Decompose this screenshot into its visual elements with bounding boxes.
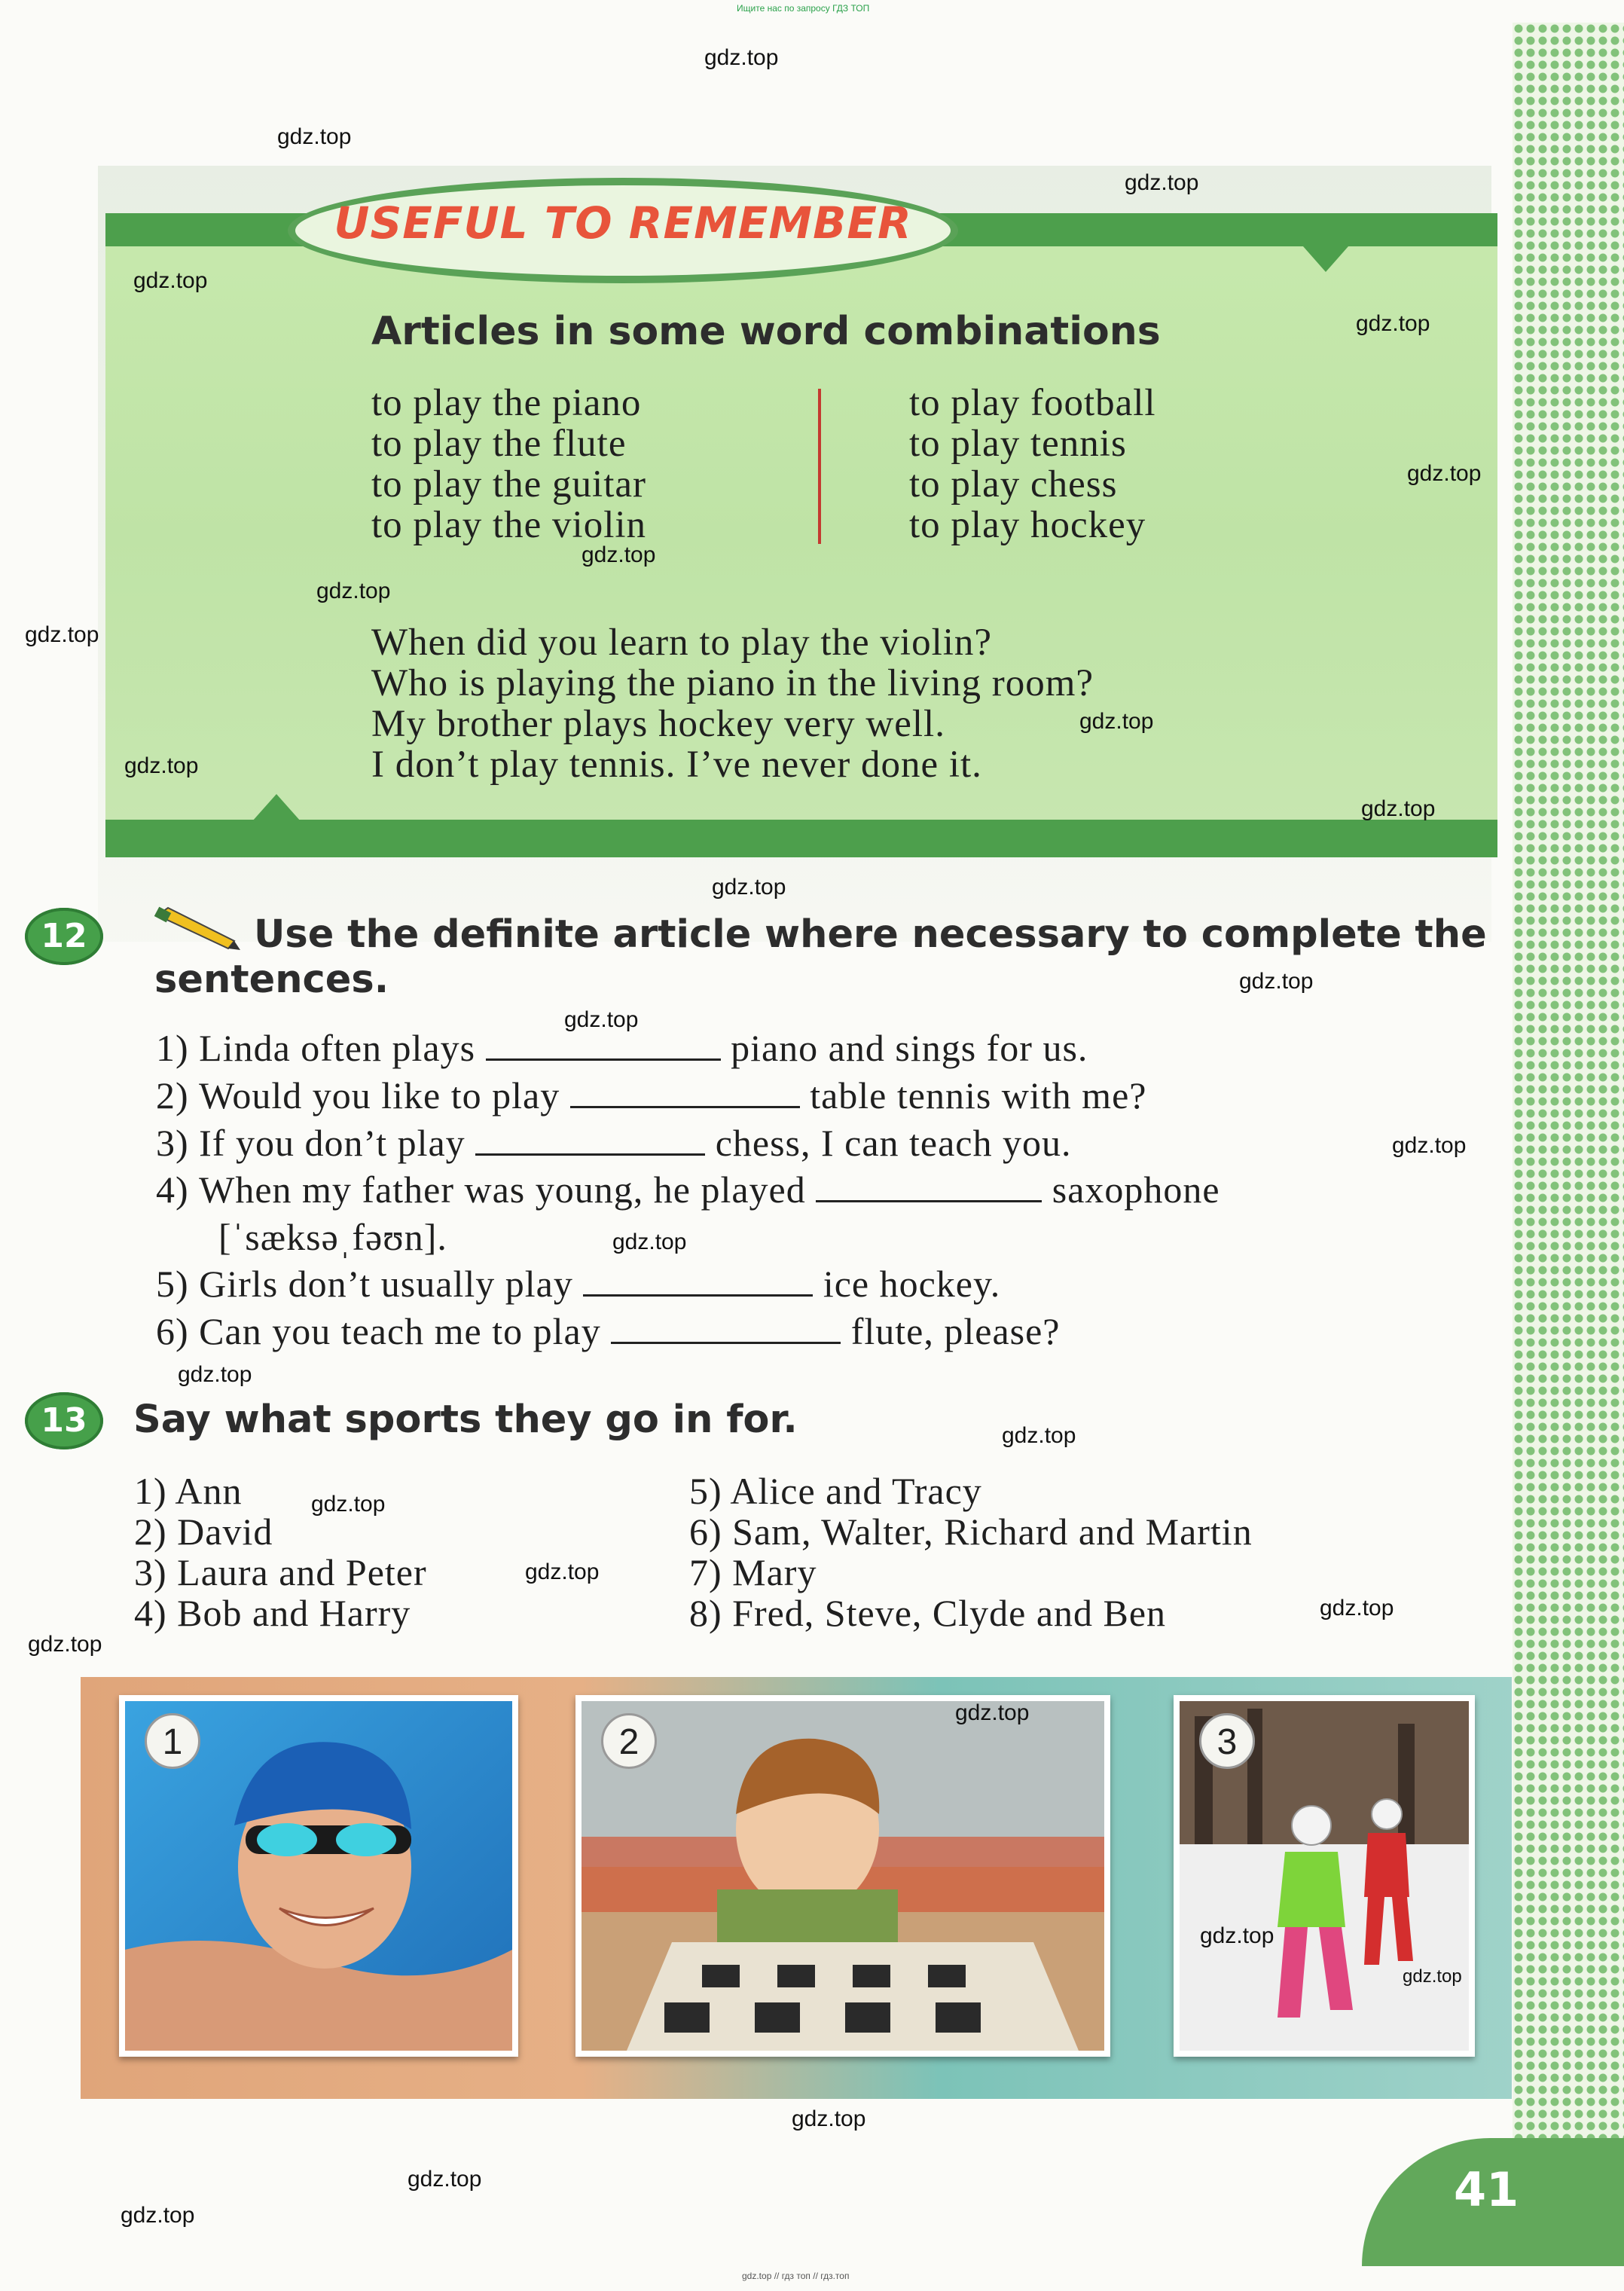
watermark: gdz.top — [277, 124, 352, 149]
name-item: 8) Fred, Steve, Clyde and Ben — [689, 1592, 1167, 1634]
name-item: 2) David — [134, 1511, 273, 1553]
watermark: gdz.top — [1407, 461, 1482, 486]
answer-blank[interactable] — [475, 1123, 705, 1156]
triangle-marker-up — [252, 794, 301, 821]
example-sentences — [371, 622, 1094, 785]
right-word-combinations — [909, 383, 1156, 545]
watermark: gdz.top — [1002, 1423, 1076, 1448]
triangle-marker-down — [1303, 246, 1348, 272]
photo-chess — [575, 1695, 1110, 2057]
watermark: gdz.top — [1239, 969, 1314, 994]
top-note: Ищите нас по запросу ГДЗ ТОП — [737, 3, 870, 14]
answer-blank[interactable] — [816, 1170, 1042, 1202]
watermark: gdz.top — [311, 1492, 386, 1517]
watermark: gdz.top — [612, 1230, 687, 1254]
names-list-right — [689, 1471, 1253, 1633]
page-number: 41 — [1454, 2162, 1519, 2217]
watermark: gdz.top — [1125, 170, 1199, 195]
watermark: gdz.top — [124, 753, 199, 778]
answer-blank[interactable] — [486, 1028, 721, 1061]
combination-item: to play football — [909, 382, 1156, 424]
left-word-combinations — [371, 383, 646, 545]
combination-item: to play the flute — [371, 423, 627, 465]
dotted-margin-pattern — [1513, 23, 1624, 2215]
watermark: gdz.top — [178, 1362, 252, 1387]
combination-item: to play chess — [909, 463, 1118, 506]
combination-item: to play hockey — [909, 504, 1146, 546]
exercise-12-line-1: 1) Linda often plays piano and sings for us. — [156, 1027, 1088, 1069]
exercise-12-line-3: 3) If you don’t play chess, I can teach you. — [156, 1122, 1072, 1164]
combination-item: to play the piano — [371, 382, 642, 424]
exercise-12-line-6: 6) Can you teach me to play flute, please? — [156, 1310, 1061, 1352]
watermark: gdz.top — [712, 875, 786, 900]
watermark: gdz.top — [1320, 1596, 1394, 1621]
bottom-note: gdz.top // гдз топ // гдз.топ — [742, 2271, 850, 2281]
watermark: gdz.top — [1392, 1133, 1467, 1158]
chess-image — [582, 1701, 1104, 2051]
watermark: gdz.top — [1200, 1923, 1274, 1948]
name-item: 5) Alice and Tracy — [689, 1470, 982, 1512]
example-sentence: When did you learn to play the violin? — [371, 622, 993, 664]
answer-blank[interactable] — [611, 1312, 841, 1344]
example-sentence: Who is playing the piano in the living room? — [371, 662, 1094, 704]
photo-number-1: 1 — [145, 1713, 200, 1769]
photo-skiing — [1174, 1695, 1475, 2057]
watermark: gdz.top — [704, 45, 779, 70]
exercise-12-line-4: 4) When my father was young, he played saxophone — [156, 1168, 1220, 1211]
watermark: gdz.top — [28, 1632, 102, 1657]
example-sentence: My brother plays hockey very well. — [371, 703, 945, 745]
photo-number-3: 3 — [1199, 1713, 1255, 1769]
watermark: gdz.top — [316, 579, 391, 603]
name-item: 6) Sam, Walter, Richard and Martin — [689, 1511, 1253, 1553]
watermark: gdz.top — [1361, 796, 1436, 821]
watermark: gdz.top — [1403, 1966, 1462, 1987]
watermark: gdz.top — [582, 542, 656, 567]
watermark: gdz.top — [1356, 311, 1430, 336]
useful-box-bottom-bar — [105, 820, 1497, 857]
answer-blank[interactable] — [570, 1076, 800, 1108]
answer-blank[interactable] — [583, 1264, 813, 1297]
combination-item: to play tennis — [909, 423, 1127, 465]
exercise-12-badge: 12 — [25, 908, 103, 965]
exercise-12-line-5: 5) Girls don’t usually play ice hockey. — [156, 1263, 1001, 1305]
name-item: 4) Bob and Harry — [134, 1592, 411, 1634]
pencil-icon — [153, 906, 242, 952]
photo-number-2: 2 — [601, 1713, 657, 1769]
exercise-12-title-line2: sentences. — [154, 958, 389, 1002]
watermark: gdz.top — [408, 2167, 482, 2192]
watermark: gdz.top — [525, 1559, 600, 1584]
watermark: gdz.top — [955, 1700, 1030, 1725]
watermark: gdz.top — [133, 268, 208, 293]
photo-swimmer — [119, 1695, 518, 2057]
useful-heading: Articles in some word combinations — [371, 309, 1161, 354]
exercise-12-line-4-transcription: [ˈsæksəˌfəʊn]. — [218, 1216, 447, 1258]
combination-item: to play the violin — [371, 504, 647, 546]
watermark: gdz.top — [1079, 709, 1154, 734]
combination-item: to play the guitar — [371, 463, 646, 506]
exercise-13-title: Say what sports they go in for. — [133, 1398, 798, 1442]
exercise-12-line-2: 2) Would you like to play table tennis with me? — [156, 1074, 1147, 1116]
exercise-12-title-line1: Use the definite article where necessary to complete the — [254, 912, 1487, 957]
useful-title: USEFUL TO REMEMBER — [334, 197, 912, 249]
example-sentence: I don’t play tennis. I’ve never done it. — [371, 744, 982, 786]
watermark: gdz.top — [121, 2203, 195, 2228]
watermark: gdz.top — [25, 622, 99, 647]
column-divider — [818, 389, 821, 544]
name-item: 3) Laura and Peter — [134, 1551, 427, 1593]
watermark: gdz.top — [564, 1007, 639, 1032]
watermark: gdz.top — [792, 2106, 866, 2131]
exercise-13-badge: 13 — [25, 1392, 103, 1449]
name-item: 7) Mary — [689, 1551, 817, 1593]
name-item: 1) Ann — [134, 1470, 243, 1512]
